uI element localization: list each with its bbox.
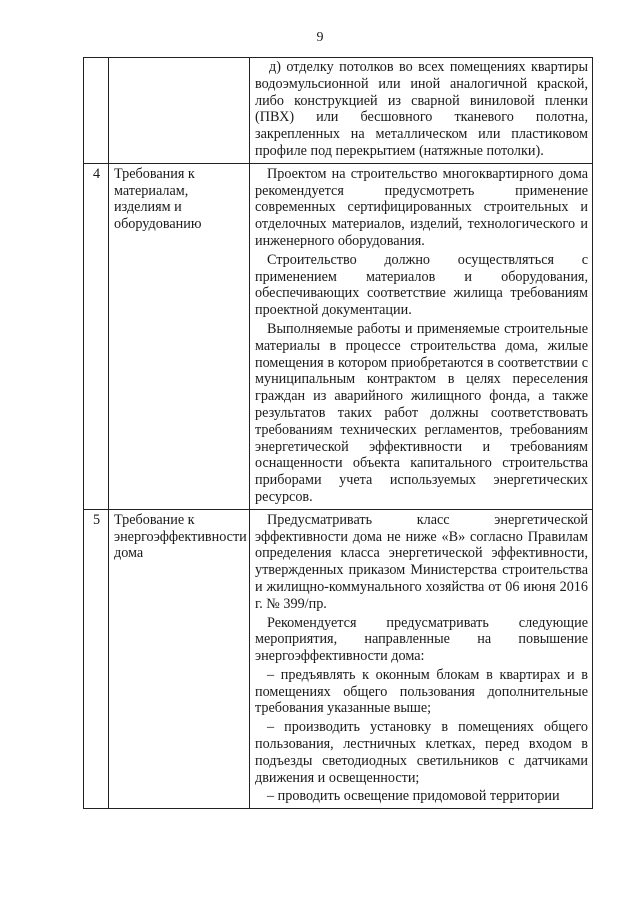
paragraph: Рекомендуется предусматривать следующие мероприятия, направленные на повышение энергоэффективности дома: xyxy=(255,614,588,665)
paragraph: д) отделку потолков во всех помещениях квартиры водоэмульсионной или иной аналогичной краской, либо конструкцией из сварной виниловой пленки (ПВХ) или бесшовного тканевого полотна, закрепленных на металлическом или пластиковом профиле под перекрытием (натяжные потолки). xyxy=(255,59,588,159)
row-number: 4 xyxy=(84,163,109,509)
paragraph: – проводить освещение придомовой территории xyxy=(267,788,560,805)
row-number xyxy=(84,58,109,164)
paragraph: Выполняемые работы и применяемые строительные материалы в процессе строительства дома, жилые помещения в котором приобретаются в соответствии с муниципальным контрактом в целях переселения граждан из аварийного жилищного фонда, а также результатов таких работ должны соответствовать требованиям технических регламентов, требованиям энергетической эффективности и требованиям оснащенности объекта капитального строительства приборами учета используемых энергетических ресурсов. xyxy=(255,320,588,505)
paragraph: Проектом на строительство многоквартирного дома рекомендуется предусмотреть применение современных сертифицированных строительных и отделочных материалов, изделий, технологического и инженерного оборудования. xyxy=(255,165,588,249)
paragraph: Строительство должно осуществляться с применением материалов и оборудования, обеспечивающих соответствие жилища требованиям проектной документации. xyxy=(255,251,588,319)
row-title: Требования к материалам, изделиям и оборудованию xyxy=(109,163,250,509)
paragraph: – производить установку в помещениях общего пользования, лестничных клетках, перед входом в подъезды светодиодных светильников с датчиками движения и освещенности; xyxy=(255,719,588,786)
row-description xyxy=(250,163,593,509)
paragraph: Предусматривать класс энергетической эффективности дома не ниже «В» согласно Правилам определения класса энергетической эффективности, утвержденных приказом Министерства строительства и жилищно-коммунального хозяйства от 06 июня 2016 г. № 399/пр. xyxy=(255,511,588,612)
table-row xyxy=(84,58,593,164)
page-number: 9 xyxy=(316,30,324,45)
row-number: 5 xyxy=(84,509,109,809)
row-description xyxy=(250,58,593,164)
table-row xyxy=(84,163,593,509)
paragraph: – предъявлять к оконным блокам в квартирах и в помещениях общего пользования дополнительные требования указанные выше; xyxy=(255,666,588,717)
row-title: Требование к энергоэффективности дома xyxy=(109,509,250,809)
row-title xyxy=(109,58,250,164)
requirements-table xyxy=(83,57,593,809)
table-row xyxy=(84,509,593,809)
row-description xyxy=(250,509,593,809)
